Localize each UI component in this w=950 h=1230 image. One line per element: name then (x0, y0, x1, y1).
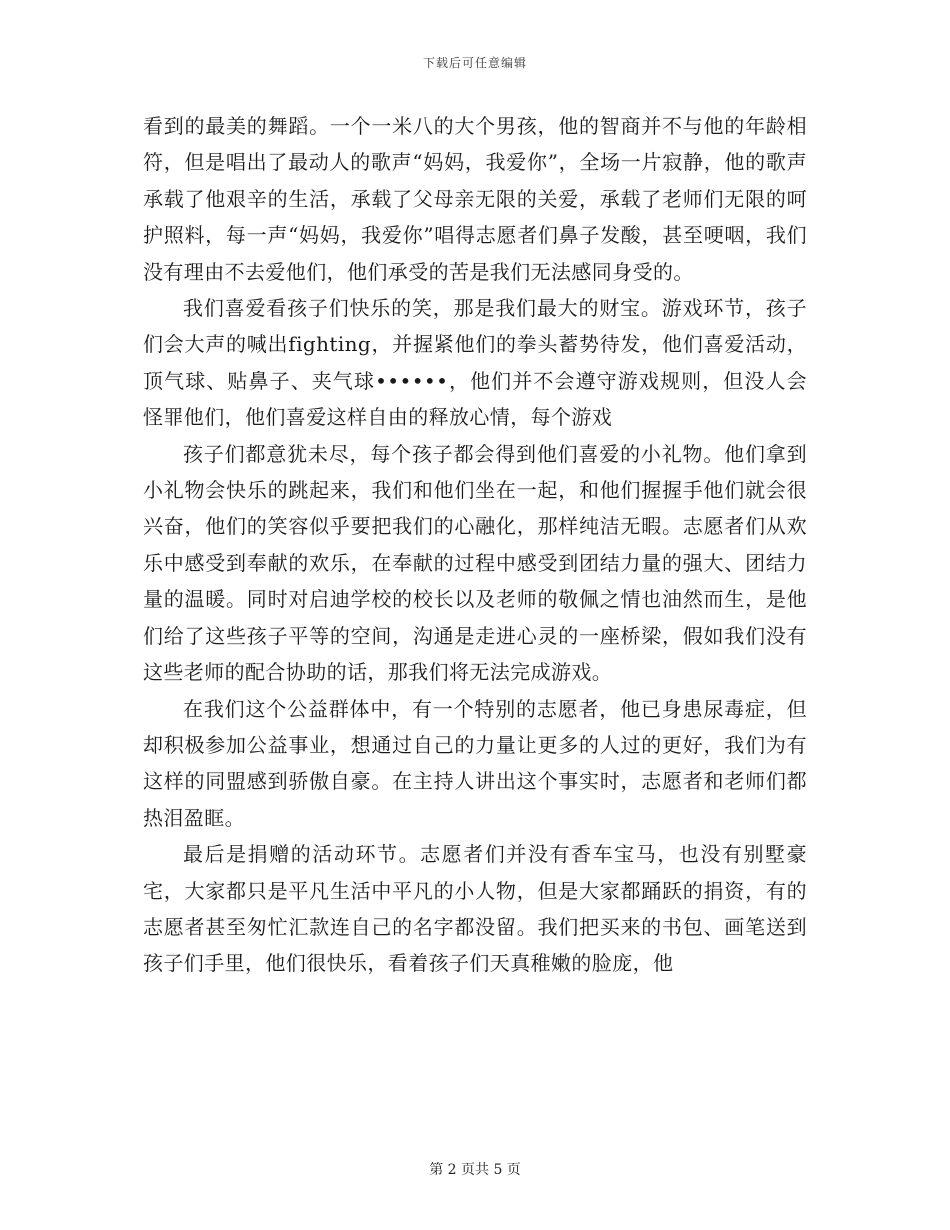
page-header: 下载后可任意编辑 (422, 56, 527, 70)
body-text (143, 108, 807, 982)
paragraph-2: 我们喜爱看孩子们快乐的笑，那是我们最大的财宝。游戏环节，孩子们会大声的喊出fighting，并握紧他们的拳头蓄势待发，他们喜爱活动，顶气球、贴鼻子、夹气球••••••，他们并不会遵守游戏规则，但没人会怪罪他们，他们喜爱这样自由的释放心情，每个游戏 (143, 296, 807, 430)
paragraph-5: 最后是捐赠的活动环节。志愿者们并没有香车宝马，也没有别墅豪宅，大家都只是平凡生活中平凡的小人物，但是大家都踊跃的捐资，有的志愿者甚至匆忙汇款连自己的名字都没留。我们把买来的书包、画笔送到孩子们手里，他们很快乐，看着孩子们天真稚嫩的脸庞，他 (143, 842, 807, 976)
page-number: 第 2 页共 5 页 (429, 1162, 521, 1178)
paragraph-4: 在我们这个公益群体中，有一个特别的志愿者，他已身患尿毒症，但却积极参加公益事业，想通过自己的力量让更多的人过的更好，我们为有这样的同盟感到骄傲自豪。在主持人讲出这个事实时，志愿者和老师们都热泪盈眶。 (143, 696, 807, 830)
paragraph-3: 孩子们都意犹未尽，每个孩子都会得到他们喜爱的小礼物。他们拿到小礼物会快乐的跳起来，我们和他们坐在一起，和他们握握手他们就会很兴奋，他们的笑容似乎要把我们的心融化，那样纯洁无暇。志愿者们从欢乐中感受到奉献的欢乐，在奉献的过程中感受到团结力量的强大、团结力量的温暖。同时对启迪学校的校长以及老师的敬佩之情也油然而生，是他们给了这些孩子平等的空间，沟通是走进心灵的一座桥梁，假如我们没有这些老师的配合协助的话，那我们将无法完成游戏。 (143, 441, 807, 685)
paragraph-1: 看到的最美的舞蹈。一个一米八的大个男孩，他的智商并不与他的年龄相符，但是唱出了最动人的歌声“妈妈，我爱你”，全场一片寂静，他的歌声承载了他艰辛的生活，承载了父母亲无限的关爱，承载了老师们无限的呵护照料，每一声“妈妈，我爱你”唱得志愿者们鼻子发酸，甚至哽咽，我们没有理由不去爱他们，他们承受的苦是我们无法感同身受的。 (143, 114, 807, 284)
